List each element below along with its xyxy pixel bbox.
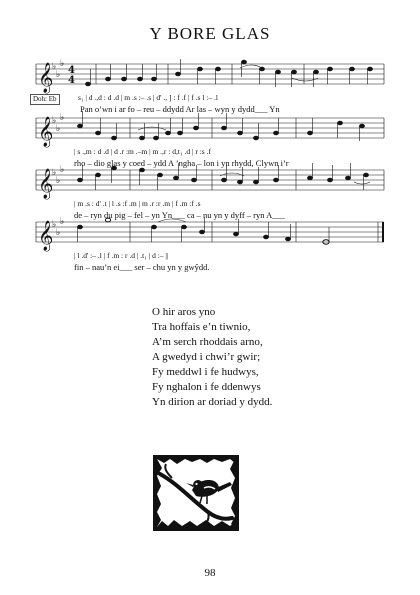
verse-line: Tra hoffais e’n tiwnio, xyxy=(152,321,251,333)
svg-text:𝄞: 𝄞 xyxy=(38,221,54,251)
svg-text:4: 4 xyxy=(68,65,75,76)
verse xyxy=(152,305,272,410)
svg-text:♭: ♭ xyxy=(52,116,57,126)
svg-text:♭: ♭ xyxy=(52,168,57,178)
svg-text:♭: ♭ xyxy=(60,59,65,69)
svg-text:♭: ♭ xyxy=(60,217,65,227)
verse-line: Fy meddwl i fe hudwys, xyxy=(152,366,259,378)
staff-1 xyxy=(36,64,384,84)
key-label: Doh: Eb xyxy=(30,94,60,105)
svg-text:♭: ♭ xyxy=(52,220,57,230)
svg-text:♭: ♭ xyxy=(52,62,57,72)
lyric-line-4: fin – nau’n ei___ ser – chu yn y gwŷdd. xyxy=(74,262,210,272)
staff-2 xyxy=(36,118,384,138)
svg-text:♭: ♭ xyxy=(56,70,61,80)
svg-text:𝄞: 𝄞 xyxy=(38,169,54,199)
svg-text:♭: ♭ xyxy=(56,228,61,238)
solfa-line-1: s₁ | d .,d : d .d | m .s :– .s | d' ., ] : f .f | f .s l :– .l xyxy=(78,93,218,102)
verse-line: A’m serch rhoddais arno, xyxy=(152,336,263,348)
svg-text:𝄞: 𝄞 xyxy=(38,117,54,147)
verse-line: Fy nghalon i fe ddenwys xyxy=(152,381,261,393)
page-number: 98 xyxy=(204,567,216,579)
verse-line: O hir aros yno xyxy=(152,306,216,318)
svg-text:♭: ♭ xyxy=(60,165,65,175)
music-score xyxy=(0,52,420,292)
svg-text:4: 4 xyxy=(68,75,75,86)
lyric-line-2: rho – dio glas y coed – ydd A ’ngha – lon i yn rhydd, Clywn i’r xyxy=(74,158,289,168)
solfa-line-3: | m .s : d' .t | l .s :f .m | m .r :r .m | f .m :f .s xyxy=(74,199,201,208)
lyric-line-1: Pan o’wn i ar fo – reu – ddydd Ar las – wyn y dydd___ Yn xyxy=(80,104,280,114)
solfa-line-2: | s .,m : d .d | d .r :m .–m | m .,r : d,t₁ .d | r :s .f xyxy=(74,147,211,156)
song-title: Y BORE GLAS xyxy=(149,24,271,43)
verse-line: Yn dirion ar doriad y dydd. xyxy=(152,396,273,408)
svg-text:♭: ♭ xyxy=(56,124,61,134)
lyric-line-3: de – ryn du pig – fel – yn Yn___ ca – nu yn y dyff – ryn A___ xyxy=(74,210,286,220)
treble-clef-icon: 𝄞 xyxy=(38,63,54,93)
solfa-line-4: | l .d' :– .l | f .m : r .d | .t₁ | d :– || xyxy=(74,251,169,260)
bird-woodcut-illustration xyxy=(152,454,240,532)
verse-line: A gwedyd i chwi’r gwir; xyxy=(152,351,261,363)
staff-4 xyxy=(36,222,384,242)
svg-text:♭: ♭ xyxy=(56,176,61,186)
svg-text:♭: ♭ xyxy=(60,113,65,123)
